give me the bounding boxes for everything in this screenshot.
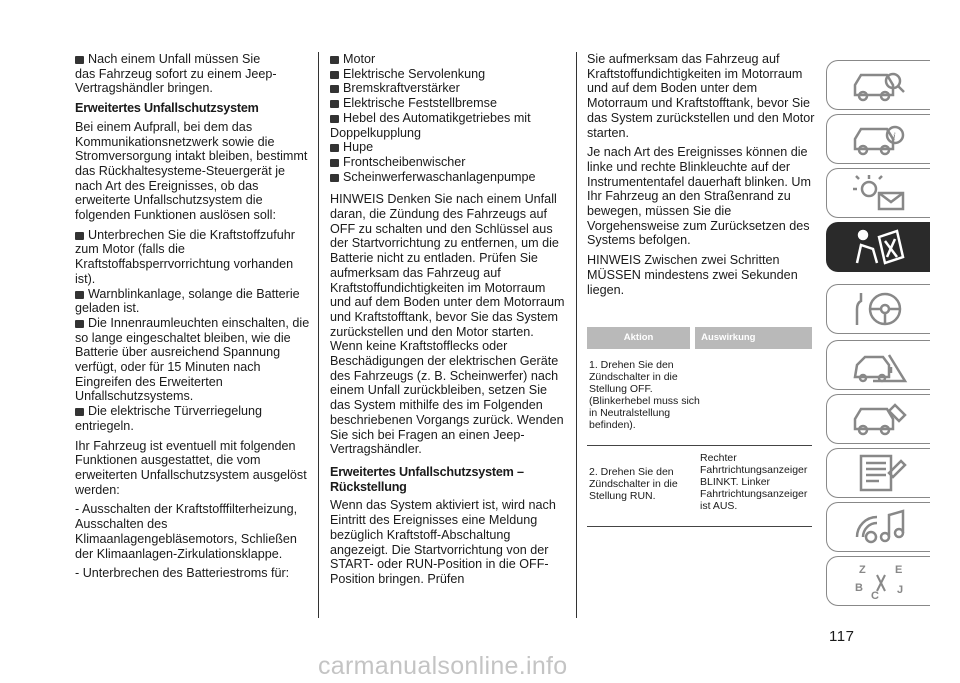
paragraph: Ihr Fahrzeug ist eventuell mit folgenden Funktionen ausgestattet, die vom erweiterten Unfallschutzsystem ausgelöst werden: — [75, 438, 307, 497]
index-letter: E — [894, 564, 902, 576]
index-letter: B — [854, 582, 863, 594]
list-item: Scheinwerferwaschanlagenpumpe — [330, 170, 565, 185]
column-header-effect: Auswirkung — [695, 327, 812, 349]
car-info-icon — [849, 119, 909, 159]
index-letter: J — [896, 584, 903, 596]
section-heading: Erweitertes Unfallschutzsystem — [75, 101, 259, 116]
bullet-square-icon — [330, 71, 339, 79]
column-3 — [587, 52, 817, 527]
multimedia-icon — [849, 507, 909, 547]
index-letters-icon — [849, 561, 909, 601]
car-service-icon — [849, 399, 909, 439]
section-paragraph: Wenn das System aktiviert ist, wird nach Eintritt des Ereignisses eine Meldung bezüglich Kraftstoff-Abschaltung angezeigt. Die Startvorrichtung von der START- oder RUN-Position in die OFF-Position bringen. Prüfen — [330, 498, 556, 586]
checklist-icon — [849, 453, 909, 493]
note-paragraph: HINWEIS Zwischen zwei Schritten MÜSSEN mindestens zwei Sekunden liegen. — [587, 253, 798, 297]
bullet-square-icon — [330, 174, 339, 182]
page-number: 117 — [829, 628, 855, 645]
column-divider — [576, 52, 577, 618]
bullet-square-icon — [330, 115, 339, 123]
column-divider — [318, 52, 319, 618]
table-cell-action: 1. Drehen Sie den Zündschalter in die Stellung OFF. (Blinkerhebel muss sich in Neutralstellung befinden). — [589, 359, 700, 432]
bullet-square-icon — [330, 144, 339, 152]
paragraph: - Unterbrechen des Batteriestroms für: — [75, 566, 290, 581]
tab-checklist[interactable] — [826, 448, 930, 498]
note-paragraph: HINWEIS Denken Sie nach einem Unfall daran, die Zündung des Fahrzeugs auf OFF zu schalten und den Schlüssel aus der Startvorrichtung zu entfernen, um die Batterie nicht zu entladen. Prüfen Sie aufmerksam das Fahrzeug auf Kraftstoffundichtigkeiten im Motorraum und auf dem Boden unter dem Motorraum und Kraftstofftank, bevor Sie das System zurückstellen und den Motor starten. Wenn keine Kraftstofflecks oder Beschädigungen der elektrischen Geräte des Fahrzeugs (z. B. Scheinwerfer) nach einem Unfall zurückbleiben, setzen Sie das System mithilfe des im Folgenden beschriebenen Vorgangs zurück. Wenden Sie sich bei Fragen an einen Jeep-Vertragshändler. — [330, 192, 565, 457]
section-heading: Erweitertes Unfallschutzsystem – Rückstellung — [330, 464, 524, 494]
paragraph: - Ausschalten der Kraftstofffilterheizung, Ausschalten des Klimaanlagengebläsemotors, Schließen der Klimaanlagen-Zirkulationsklappe. — [75, 502, 298, 561]
list-item: Hebel des Automatikgetriebes mit Doppelkupplung — [330, 110, 531, 140]
tab-steering-wheel[interactable] — [826, 284, 930, 334]
bullet-square-icon — [330, 159, 339, 167]
bullet-square-icon — [330, 100, 339, 108]
table-row — [587, 349, 812, 446]
tab-car-crash[interactable] — [826, 340, 930, 390]
list-item: Warnblinkanlage, solange die Batterie geladen ist. — [75, 286, 300, 316]
car-search-icon — [849, 65, 909, 105]
bullet-square-icon — [75, 408, 84, 416]
list-item: Elektrische Feststellbremse — [330, 96, 565, 111]
table-cell-effect: Rechter Fahrtrichtungsanzeiger BLINKT. Linker Fahrtrichtungsanzeiger ist AUS. — [700, 452, 808, 513]
list-item: Die elektrische Türverriegelung entriegeln. — [75, 404, 263, 433]
tab-car-info[interactable] — [826, 114, 930, 164]
section-paragraph: Bei einem Aufprall, bei dem das Kommunikationsnetzwerk sowie die Stromversorgung intakt bleiben, bestimmt das Rückhaltesysteme-Steuergerät je nach Art des Ereignisses, ob das erweiterte Unfallschutzsystem die folgenden Funktionen auslösen soll: — [75, 119, 308, 223]
index-letter: Z — [858, 564, 866, 576]
table-cell-effect — [700, 349, 812, 445]
list-item: Unterbrechen Sie die Kraftstoffzufuhr zum Motor (falls die Kraftstoffabsperrvorrichtung vorhanden ist). — [75, 227, 295, 286]
tab-car-search[interactable] — [826, 60, 930, 110]
intro-bullet: Nach einem Unfall müssen Sie — [75, 52, 310, 67]
table-cell-action: 2. Drehen Sie den Zündschalter in die Stellung RUN. — [589, 466, 678, 503]
tab-index[interactable] — [826, 556, 930, 606]
tab-airbag-safety[interactable] — [826, 222, 930, 272]
list-item: Bremskraftverstärker — [330, 81, 565, 96]
list-item: Motor — [330, 52, 565, 67]
paragraph: Sie aufmerksam das Fahrzeug auf Kraftstoffundichtigkeiten im Motorraum und auf dem Boden unter dem Motorraum und Kraftstofftank, bevor Sie das System zurückstellen und den Motor starten. — [587, 52, 815, 140]
intro-text: das Fahrzeug sofort zu einem Jeep-Vertragshändler bringen. — [75, 66, 277, 96]
list-item: Elektrische Servolenkung — [330, 67, 565, 82]
column-1 — [75, 52, 310, 586]
column-header-action: Aktion — [587, 327, 690, 349]
warning-lights-icon — [849, 173, 909, 213]
steering-wheel-icon — [849, 289, 909, 329]
bullet-square-icon — [75, 291, 84, 299]
bullet-square-icon — [330, 56, 339, 64]
tab-car-service[interactable] — [826, 394, 930, 444]
bullet-square-icon — [330, 85, 339, 93]
reset-procedure-table — [587, 327, 812, 527]
car-crash-icon — [849, 345, 909, 385]
svg-text:i: i — [892, 129, 896, 143]
tab-multimedia[interactable] — [826, 502, 930, 552]
list-item: Frontscheibenwischer — [330, 155, 565, 170]
watermark: carmanualsonline.info — [318, 652, 568, 680]
bullet-square-icon — [75, 56, 84, 64]
list-item: Hupe — [330, 140, 565, 155]
column-2 — [330, 52, 565, 592]
paragraph: Je nach Art des Ereignisses können die linke und rechte Blinkleuchte auf der Instrumententafel dauerhaft blinken. Um Ihr Fahrzeug an den Straßenrand zu bewegen, müssen Sie die Vorgehensweise zum Zurücksetzen des Systems befolgen. — [587, 145, 812, 248]
tab-warning-lights[interactable] — [826, 168, 930, 218]
bullet-square-icon — [75, 232, 84, 240]
list-item: Die Innenraumleuchten einschalten, die so lange eingeschaltet bleiben, wie die Batterie über ausreichend Spannung verfügt, oder für 15 Minuten nach Eingreifen des Erweiterten Unfallschutzsystems. — [75, 315, 310, 404]
table-row — [587, 446, 812, 527]
bullet-square-icon — [75, 320, 84, 328]
index-letter: C — [870, 590, 879, 601]
airbag-safety-icon — [849, 227, 909, 267]
table-header — [587, 327, 812, 349]
